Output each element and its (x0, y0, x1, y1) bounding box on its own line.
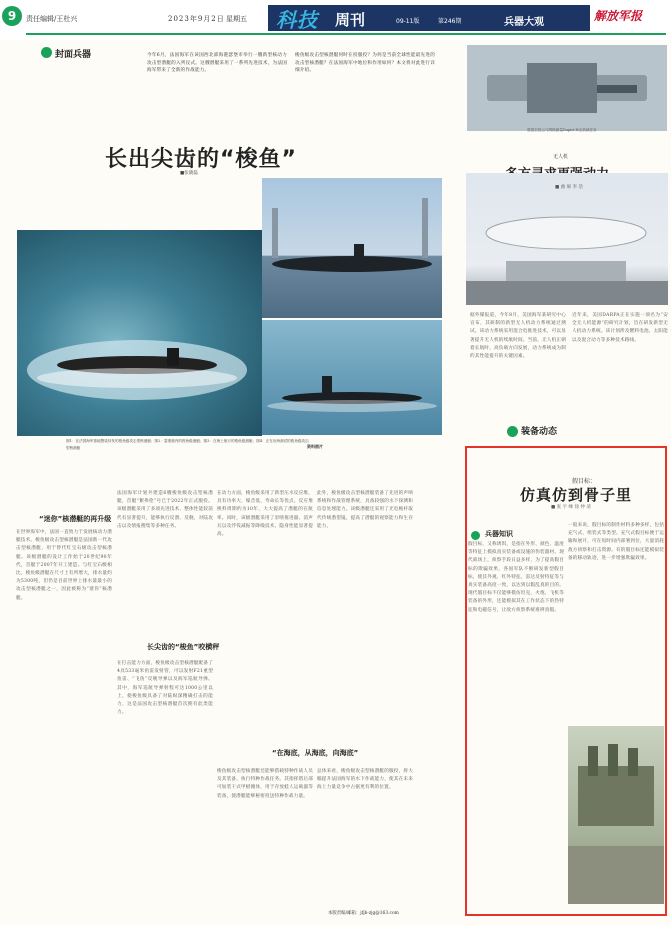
issue-number: 第246期 (438, 18, 462, 25)
page-credit: 本版责编/邮箱：jfjb-zjg@163.com (328, 911, 399, 916)
subheading-3: “在海底，从海底，向海底” (272, 749, 359, 757)
main-headline: 长出尖齿的“梭鱼” (105, 147, 297, 172)
feature-text-column-1: 假目标，又称诱饵，是指在外形、颜色、温度等特征上模拟真实装备或设施的伪装器材。现代战场上，侦察手段日益多样，为了提高假目标的欺骗效果，各国军队不断研发新型假目标，使其外观、红外特征、雷达反射特征等与真实装备高度一致，以达到以假乱真的目的。现代假目标不仅能够模仿坦克、火炮、飞机等装备的外形，还能模拟其在工作状态下的热特征和电磁信号，让敌方侦察系统难辨真假。 (468, 542, 564, 613)
weekday: 星期五 (226, 15, 247, 23)
satellite-photo (467, 45, 667, 131)
page-number-badge: 9 (2, 6, 22, 26)
main-byline: ■张晓磊 (180, 171, 198, 176)
airship-photo (466, 173, 668, 305)
subheading-2: 长尖齿的“梭鱼”咬横秤 (147, 643, 220, 651)
feature-byline: ■ 张 宇 峰 徐 仲 清 (551, 505, 591, 510)
bullet-icon (41, 47, 52, 58)
bullet-icon (507, 426, 518, 437)
cover-intro (147, 52, 441, 102)
bullet-icon (471, 531, 480, 540)
satellite-caption: 敦煌空基云与网格测量Dapiri-H无机载任务 (527, 128, 597, 132)
cover-intro-left: 今年6月，法国海军在该国西北部海港瑟堡市举行一艘新型核动力攻击型潜艇的入列仪式。这艘潜艇采用了一系列先进技术，为法国海军带来了全新的作战能力。 (147, 53, 287, 74)
text-column-3b: 梭鱼级攻击型核潜艇还能够搭载特种作战人员及其装备，执行特种作战任务。其指挥塔后部可加装干式甲板掩体，用于存放蛙人运载器等装备，使潜艇能够秘密投送特种作战力量。 (217, 769, 313, 799)
text-column-3: 在动力方面，梭鱼级采用了新型压水反应堆，具有功率大、噪音低、寿命长等优点。反应堆换料周期约为10年，大大提高了潜艇的在航率。同时，该级潜艇采用了泵喷推进器、消声瓦以及浮筏减振等降噪技术，隐身性能显著提高。 (217, 491, 313, 538)
header-rule (26, 33, 666, 35)
subheading-1: “迷你”核潜艇的再升级 (39, 515, 112, 523)
uav-kicker: 无人机 (553, 154, 569, 160)
text-column-2: 法国海军计划共建造6艘梭鱼级攻击型核潜艇，首艇“絮弗伦”号已于2022年正式服役。该级潜艇采用了多项先进技术，整体性能较前代有显著提升，能够执行反潜、反舰、对陆攻击以及情报搜集等多种任务。 (117, 491, 213, 529)
newspaper-logo: 解放军报 (594, 9, 643, 23)
edition-label: 09-11版 (396, 18, 420, 25)
issue-date: 2023年9月2日 (168, 15, 225, 23)
feature-text-column-2: 一般来说，假目标的制作材料多种多样，包括充气式、组装式等类型。充气式假目标便于运输和展开，可在短时间内部署到位，大量消耗敌方侦察和打击资源。有的假目标还能模拟装备的移动轨迹，进一步增强欺骗效果。 (568, 523, 664, 561)
uav-text-column-2: 近年来，美国DARPA正在实施一项名为“安全无人机能源”的研究计划，旨在研发新型无人机动力系统。该计划涉及燃料电池、太阳能以及混合动力等多种技术路线。 (572, 313, 668, 343)
text-column-4b: 总体来看，梭鱼级攻击型核潜艇的服役，将大幅提升法国海军的水下作战能力，使其在未来海上力量竞争中占据更有利的位置。 (317, 769, 413, 791)
cover-label: 封面兵器 (55, 50, 92, 60)
text-column-1: 在世界海军中，法国一直致力于发展核动力潜艇技术。梭鱼级攻击型核潜艇是法国新一代攻击型核潜艇，用于替代红宝石级攻击型核潜艇。该级潜艇的设计工作始于20世纪90年代，首艇于2007年开工建造。与红宝石级相比，梭鱼级潜艇在尺寸上有所增大，排水量约为5300吨，但仍是目前世界上排水量最小的攻击型核潜艇之一，因此被称为“迷你”核潜艇。 (16, 530, 112, 601)
image-source: 资料图片 (307, 444, 323, 449)
equipment-heading: 装备动态 (521, 427, 558, 437)
feature-subheading: 兵器知识 (485, 530, 513, 538)
editor-credit: 责任编辑/王杜兴 (26, 15, 78, 23)
brand-main: 科技 (276, 8, 318, 32)
submarine-dock-photo (262, 178, 442, 318)
cover-intro-right: 梭鱼级攻击型核潜艇何时在役服役？为何是当前全球性能最先进的攻击型核潜艇？在法国海军中地位和作用如何？本文将对此进行详细介绍。 (295, 53, 435, 74)
uav-byline: ■ 曲 硕 李 浩 (555, 185, 583, 190)
submarine-surface-photo (262, 320, 442, 435)
feature-kicker: 假目标： (572, 478, 597, 485)
text-column-2b: 在打击能力方面，梭鱼级攻击型核潜艇配备了4具533毫米鱼雷发射管，可以发射F21重型鱼雷、“飞鱼”反舰导弹以及海军巡航导弹。其中，海军巡航导弹射程可达1000公里以上，使梭鱼级具备了对陆纵深精确打击的能力，这是法国攻击型核潜艇首次拥有此类能力。 (117, 661, 213, 716)
image-captions (66, 438, 311, 452)
section-title: 兵器大观 (504, 17, 544, 28)
brand-sub: 周刊 (335, 11, 366, 29)
text-column-4: 此外，梭鱼级攻击型核潜艇装备了先进的声呐系统和作战管理系统，具备较强的水下探测和信息处理能力。该级潜艇还采用了光电桅杆取代传统潜望镜，提高了潜艇的观察能力和生存能力。 (317, 491, 413, 529)
decoy-photo (568, 726, 664, 904)
uav-text-column-1: 据外媒报道，今年8月，美国海军某研究中心宣布，其研制的新型无人机动力系统通过测试。该动力系统采用混合电推进技术，可以显著提升无人机的续航时间。当前，无人机正朝着长航时、高负载方向发展，动力系统成为制约其性能提升的关键因素。 (470, 313, 566, 360)
image-caption-text: 图1：在法国海军基地整装待发的梭鱼级攻击型核潜艇；图2：瑟堡港内的梭鱼级潜艇；图3：在海上航行的梭鱼级潜艇；图4：正在出海测试的梭鱼级攻击型核潜艇 (66, 439, 309, 450)
submarine-sea-photo (17, 230, 262, 436)
feature-headline: 仿真仿到骨子里 (520, 486, 633, 504)
